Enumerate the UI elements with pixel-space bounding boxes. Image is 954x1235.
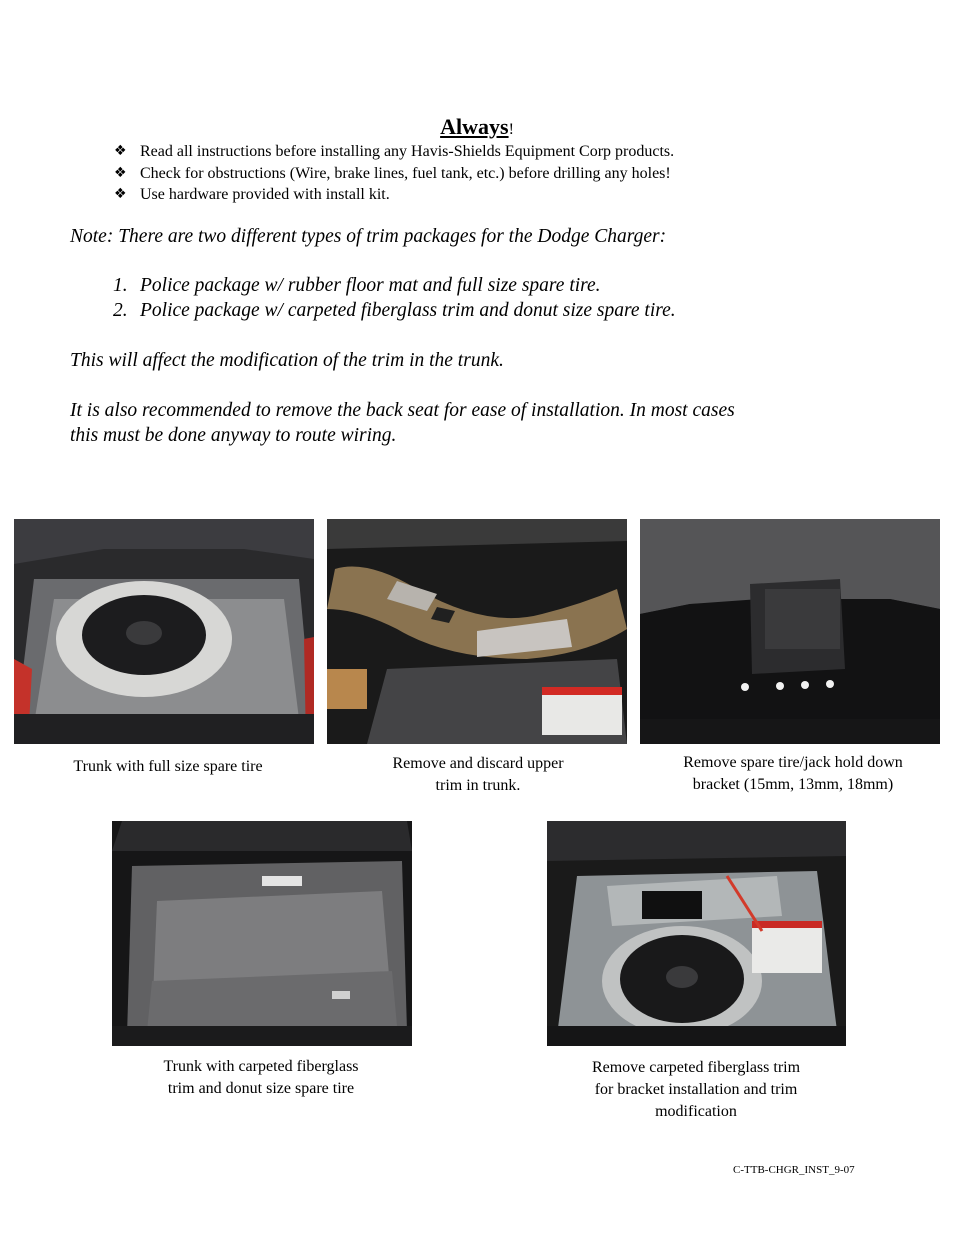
caption-line: Remove and discard upper [392,755,564,772]
package-text: Police package w/ rubber floor mat and full size spare tire. [140,275,601,296]
rule-text: Check for obstructions (Wire, brake lines, fuel tank, etc.) before drilling any holes! [140,164,671,182]
caption-line: trim in trunk. [435,777,521,794]
diamond-bullet-icon: ❖ [114,143,127,159]
heading [0,114,954,143]
caption-line: Remove carpeted fiberglass trim [591,1059,801,1076]
caption-line: trim and donut size spare tire [167,1080,355,1097]
rule-text: Read all instructions before installing any Havis-Shields Equipment Corp products. [140,143,675,160]
list-item [114,184,674,206]
package-number: 1. [113,275,128,296]
photo-hold-down-bracket [640,519,940,744]
caption-line: Trunk with full size spare tire [73,758,263,775]
package-number: 2. [113,300,128,321]
diamond-bullet-icon: ❖ [114,186,127,202]
diamond-bullet-icon: ❖ [114,164,127,181]
list-item [114,163,674,185]
package-item [113,273,601,298]
list-item [114,141,674,163]
caption-line: for bracket installation and trim [594,1081,798,1098]
caption-line: bracket (15mm, 13mm, 18mm) [692,776,894,793]
caption [562,1057,830,1123]
caption [140,1056,382,1100]
heading-punct: ! [508,121,514,138]
caption [655,752,931,796]
photo-remove-carpeted-trim [547,821,846,1046]
caption-line: Trunk with carpeted fiberglass [163,1058,359,1075]
rule-text: Use hardware provided with install kit. [140,186,390,203]
affect-text: This will affect the modification of the trim in the trunk. [70,350,504,371]
caption [14,756,322,778]
caption-line: modification [655,1103,737,1120]
caption [370,753,586,797]
photo-remove-upper-trim [327,519,627,744]
photo-carpeted-trim [112,821,412,1046]
heading-word: Always [440,114,509,139]
recommend-line: It is also recommended to remove the back seat for ease of installation. In most cases [70,400,735,421]
package-text: Police package w/ carpeted fiberglass trim and donut size spare tire. [140,300,676,321]
note-text: Note: There are two different types of trim packages for the Dodge Charger: [70,226,667,247]
caption-line: Remove spare tire/jack hold down [683,754,903,771]
package-item [113,298,676,323]
document-code: C-TTB-CHGR_INST_9-07 [733,1164,855,1176]
photo-trunk-full-spare [14,519,314,744]
recommend-line: this must be done anyway to route wiring. [70,425,397,446]
rules-list [114,141,674,206]
